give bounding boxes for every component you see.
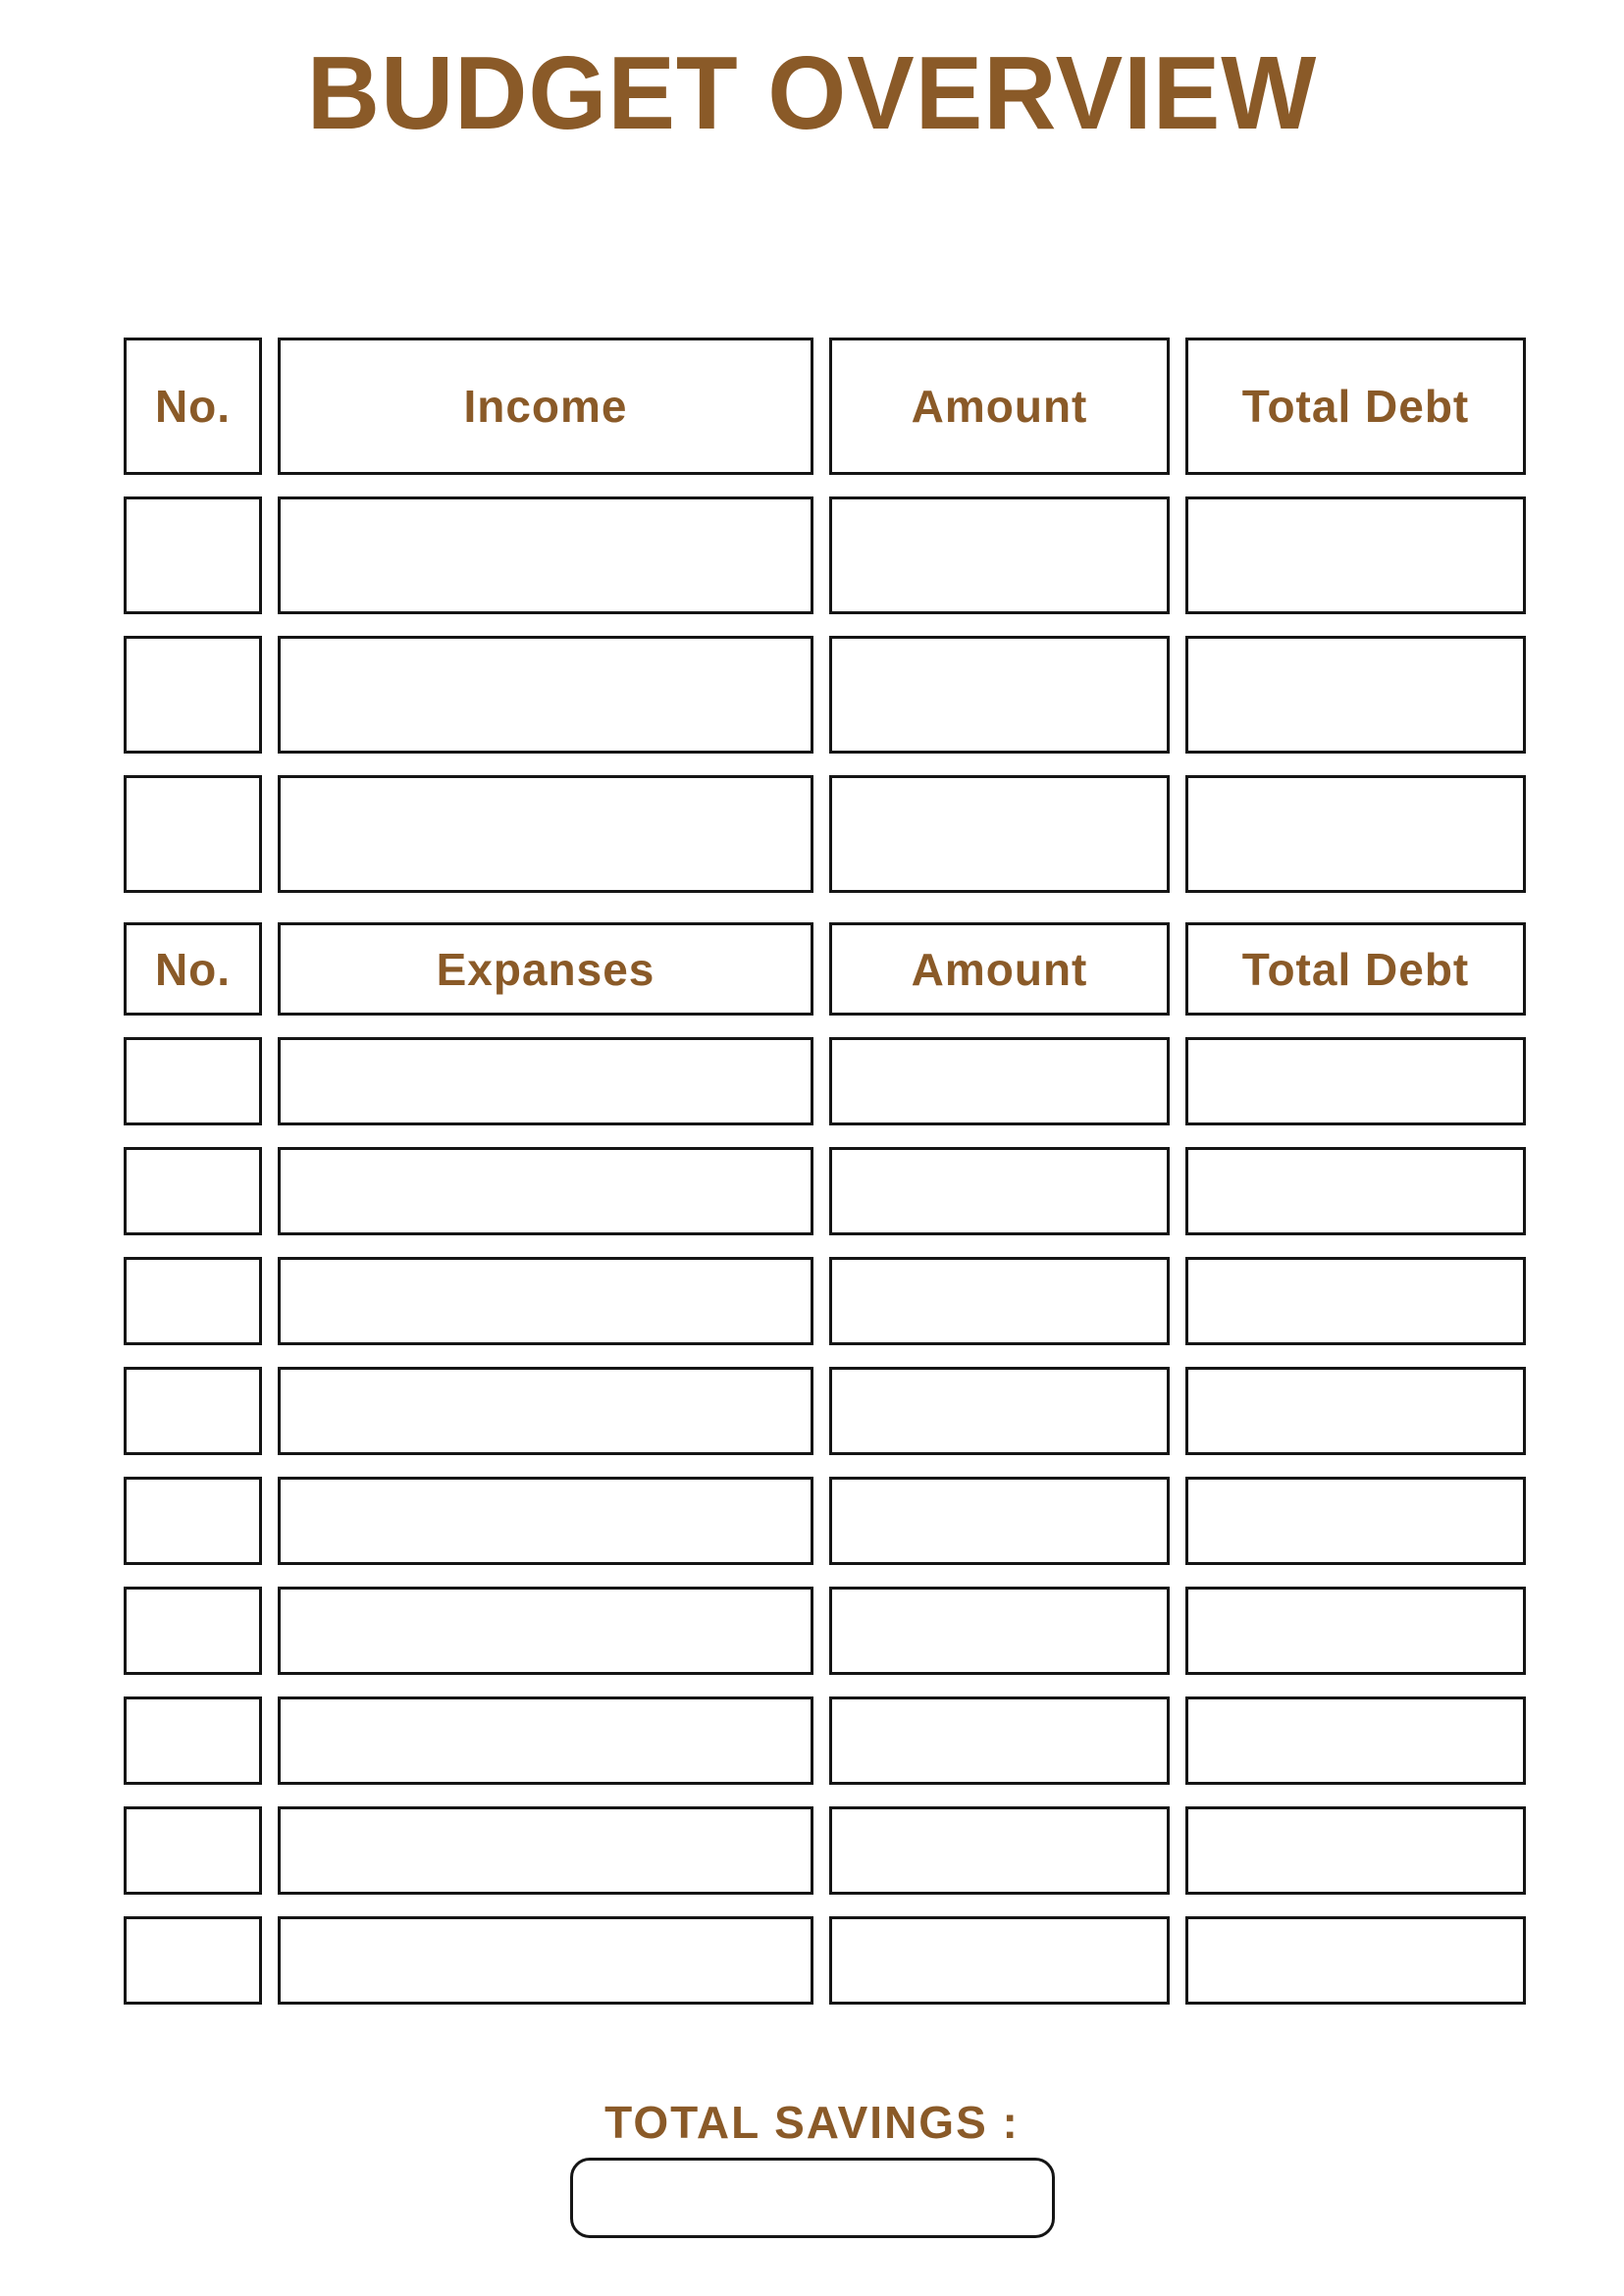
expenses-header-total-debt: Total Debt — [1185, 922, 1526, 1016]
expenses-row5-category-field[interactable] — [278, 1477, 813, 1565]
income-row2-total-debt-field[interactable] — [1185, 636, 1526, 754]
page-title: BUDGET OVERVIEW — [306, 35, 1318, 151]
income-row3-total-debt-field[interactable] — [1185, 775, 1526, 893]
expenses-row7-amount-field[interactable] — [829, 1696, 1170, 1785]
income-row2-category-field[interactable] — [278, 636, 813, 754]
income-row2-no-field[interactable] — [124, 636, 262, 754]
expenses-row9-amount-field[interactable] — [829, 1916, 1170, 2005]
expenses-row8-total-debt-field[interactable] — [1185, 1806, 1526, 1895]
expenses-header-amount: Amount — [829, 922, 1170, 1016]
expenses-row5-amount-field[interactable] — [829, 1477, 1170, 1565]
expenses-row2-category-field[interactable] — [278, 1147, 813, 1235]
expenses-row8-amount-field[interactable] — [829, 1806, 1170, 1895]
expenses-row3-total-debt-field[interactable] — [1185, 1257, 1526, 1345]
expenses-row9-no-field[interactable] — [124, 1916, 262, 2005]
expenses-row5-total-debt-field[interactable] — [1185, 1477, 1526, 1565]
income-header-total-debt: Total Debt — [1185, 338, 1526, 475]
income-header-no: No. — [124, 338, 262, 475]
income-row1-total-debt-field[interactable] — [1185, 496, 1526, 614]
expenses-row1-no-field[interactable] — [124, 1037, 262, 1125]
income-header-amount: Amount — [829, 338, 1170, 475]
expenses-row7-category-field[interactable] — [278, 1696, 813, 1785]
expenses-row4-no-field[interactable] — [124, 1367, 262, 1455]
expenses-header-category: Expanses — [278, 922, 813, 1016]
expenses-row2-amount-field[interactable] — [829, 1147, 1170, 1235]
expenses-row6-amount-field[interactable] — [829, 1587, 1170, 1675]
income-header-category: Income — [278, 338, 813, 475]
expenses-row7-no-field[interactable] — [124, 1696, 262, 1785]
expenses-row3-amount-field[interactable] — [829, 1257, 1170, 1345]
income-row1-category-field[interactable] — [278, 496, 813, 614]
expenses-row6-category-field[interactable] — [278, 1587, 813, 1675]
expenses-row8-category-field[interactable] — [278, 1806, 813, 1895]
expenses-row4-amount-field[interactable] — [829, 1367, 1170, 1455]
expenses-row1-category-field[interactable] — [278, 1037, 813, 1125]
expenses-row2-total-debt-field[interactable] — [1185, 1147, 1526, 1235]
income-table — [124, 338, 1526, 893]
income-row3-amount-field[interactable] — [829, 775, 1170, 893]
expenses-row7-total-debt-field[interactable] — [1185, 1696, 1526, 1785]
expenses-row2-no-field[interactable] — [124, 1147, 262, 1235]
expenses-header-no: No. — [124, 922, 262, 1016]
total-savings-input[interactable] — [570, 2158, 1055, 2238]
expenses-row4-category-field[interactable] — [278, 1367, 813, 1455]
expenses-table — [124, 922, 1526, 2005]
total-savings-label: TOTAL SAVINGS : — [604, 2097, 1020, 2148]
income-row3-no-field[interactable] — [124, 775, 262, 893]
income-row1-amount-field[interactable] — [829, 496, 1170, 614]
expenses-row8-no-field[interactable] — [124, 1806, 262, 1895]
income-row3-category-field[interactable] — [278, 775, 813, 893]
expenses-row4-total-debt-field[interactable] — [1185, 1367, 1526, 1455]
expenses-row1-total-debt-field[interactable] — [1185, 1037, 1526, 1125]
expenses-row6-total-debt-field[interactable] — [1185, 1587, 1526, 1675]
income-row1-no-field[interactable] — [124, 496, 262, 614]
expenses-row1-amount-field[interactable] — [829, 1037, 1170, 1125]
expenses-row9-category-field[interactable] — [278, 1916, 813, 2005]
expenses-row9-total-debt-field[interactable] — [1185, 1916, 1526, 2005]
expenses-row3-no-field[interactable] — [124, 1257, 262, 1345]
expenses-row6-no-field[interactable] — [124, 1587, 262, 1675]
income-row2-amount-field[interactable] — [829, 636, 1170, 754]
expenses-row3-category-field[interactable] — [278, 1257, 813, 1345]
expenses-row5-no-field[interactable] — [124, 1477, 262, 1565]
